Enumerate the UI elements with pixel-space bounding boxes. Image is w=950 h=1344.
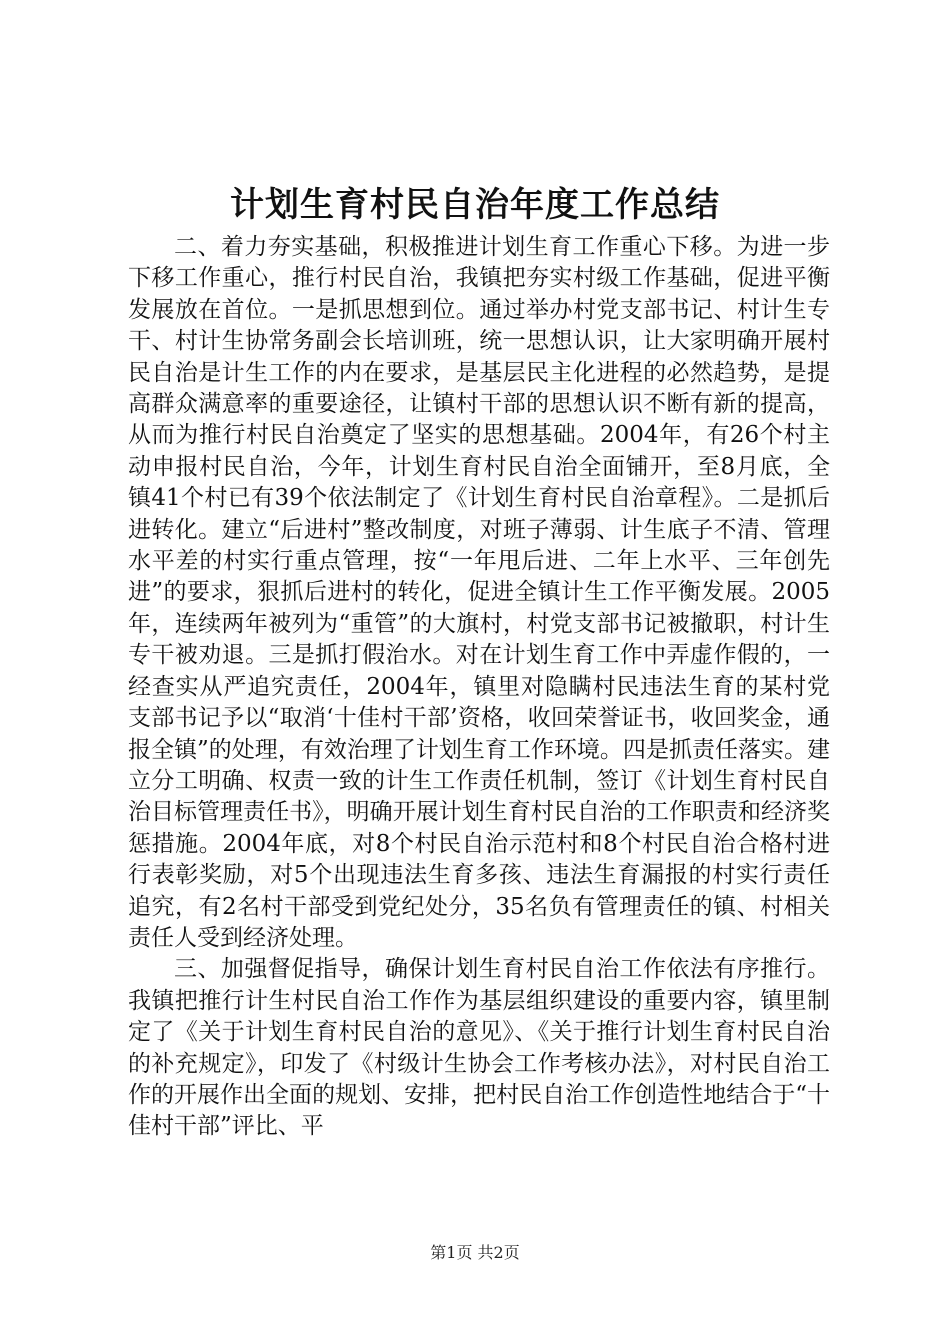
- paragraph-3: 三、加强督促指导，确保计划生育村民自治工作依法有序推行。我镇把推行计生村民自治工作作为基层组织建设的重要内容，镇里制定了《关于计划生育村民自治的意见》、《关于推行计划生育村民自治的补充规定》，印发了《村级计生协会工作考核办法》，对村民自治工作的开展作出全面的规划、安排，把村民自治工作创造性地结合于“十佳村干部”评比、平: [128, 956, 830, 1140]
- paragraph-2: 二、着力夯实基础，积极推进计划生育工作重心下移。为进一步下移工作重心，推行村民自治，我镇把夯实村级工作基础，促进平衡发展放在首位。一是抓思想到位。通过举办村党支部书记、村计生专干、村计生协常务副会长培训班，统一思想认识，让大家明确开展村民自治是计生工作的内在要求，是基层民主化进程的必然趋势，是提高群众满意率的重要途径，让镇村干部的思想认识不断有新的提高，从而为推行村民自治奠定了坚实的思想基础。2004年，有26个村主动申报村民自治，今年，计划生育村民自治全面铺开，至8月底，全镇41个村已有39个依法制定了《计划生育村民自治章程》。二是抓后进转化。建立“后进村”整改制度，对班子薄弱、计生底子不清、管理水平差的村实行重点管理，按“一年甩后进、二年上水平、三年创先进”的要求，狠抓后进村的转化，促进全镇计生工作平衡发展。2005年，连续两年被列为“重管”的大旗村，村党支部书记被撤职，村计生专干被劝退。三是抓打假治水。对在计划生育工作中弄虚作假的，一经查实从严追究责任，2004年，镇里对隐瞒村民违法生育的某村党支部书记予以“取消‘十佳村干部’资格，收回荣誉证书，收回奖金，通报全镇”的处理，有效治理了计划生育工作环境。四是抓责任落实。建立分工明确、权责一致的计生工作责任机制，签订《计划生育村民自治目标管理责任书》，明确开展计划生育村民自治的工作职责和经济奖惩措施。2004年底，对8个村民自治示范村和8个村民自治合格村进行表彰奖励，对5个出现违法生育多孩、违法生育漏报的村实行责任追究，有2名村干部受到党纪处分，35名负有管理责任的镇、村相关责任人受到经济处理。: [128, 234, 830, 951]
- document-body: [128, 232, 830, 1143]
- page-footer: 第1页 共2页: [430, 1243, 520, 1262]
- document-title: 计划生育村民自治年度工作总结: [230, 185, 720, 225]
